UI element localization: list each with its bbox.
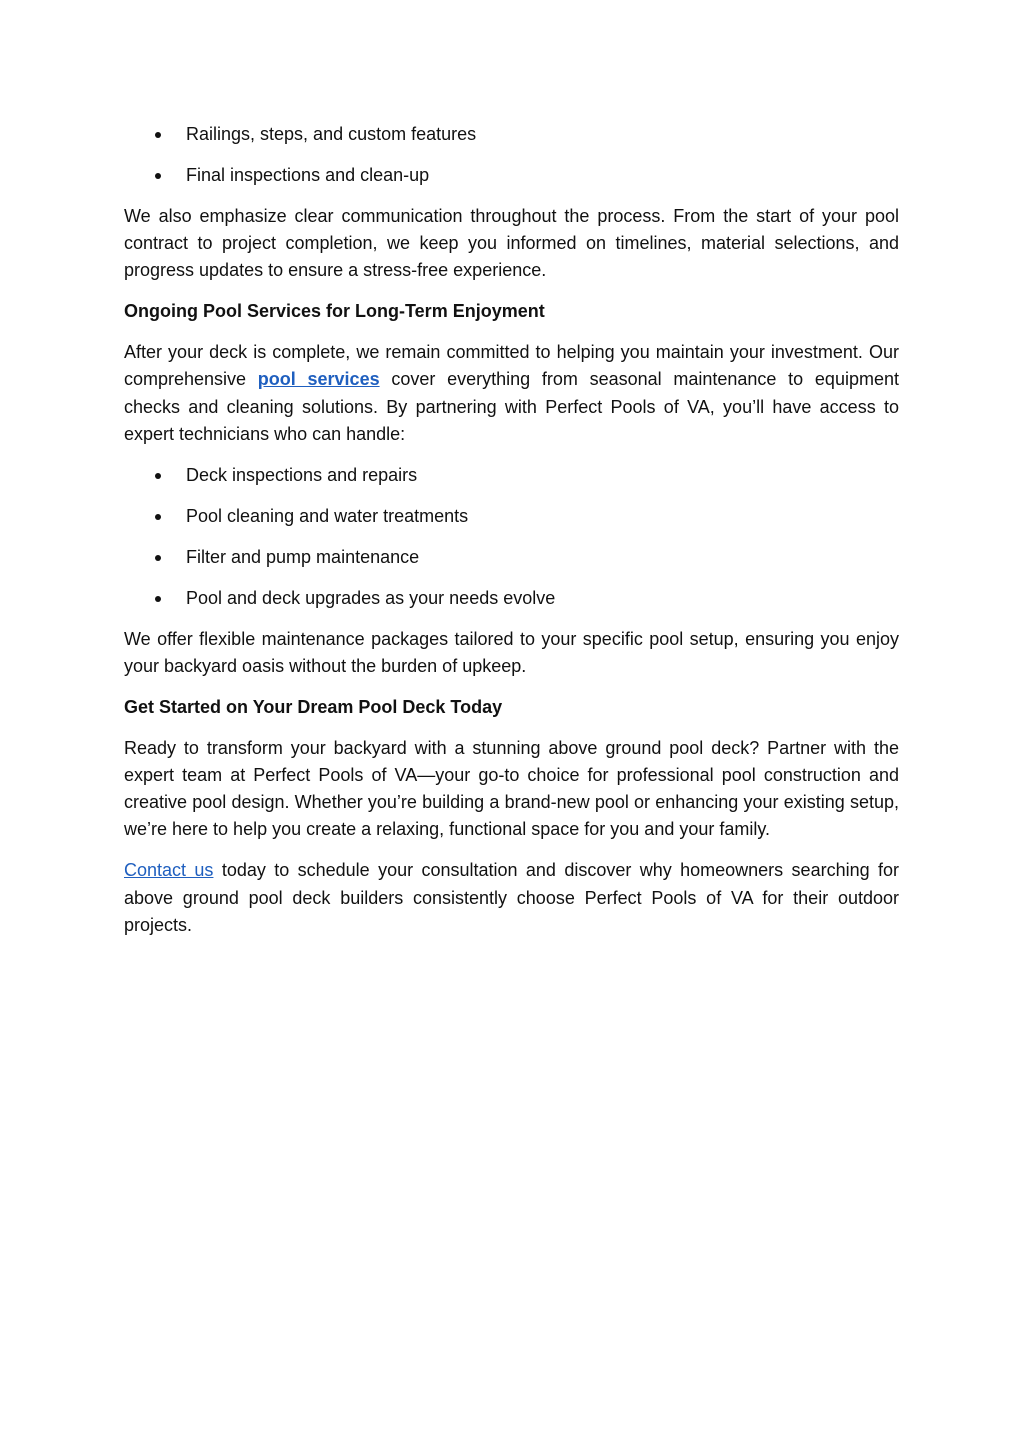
- list-item: [124, 585, 899, 612]
- list-item-text: Deck inspections and repairs: [186, 464, 418, 485]
- list-item-text: Pool and deck upgrades as your needs evolve: [186, 587, 556, 608]
- document-page: [124, 121, 899, 953]
- list-item: [124, 544, 899, 571]
- ongoing-services-heading: Ongoing Pool Services for Long-Term Enjoyment: [124, 301, 545, 322]
- after-deck-paragraph: [124, 339, 899, 448]
- bullet-icon: [155, 596, 161, 602]
- communication-paragraph: We also emphasize clear communication throughout the process. From the start of your pool contract to project completion, we keep you informed on timelines, material selections, and progress updates to ensure a stress-free experience.: [124, 205, 899, 281]
- services-list: [124, 462, 899, 612]
- list-item-text: Filter and pump maintenance: [186, 546, 420, 567]
- bullet-icon: [155, 473, 161, 479]
- list-item: [124, 503, 899, 530]
- bullet-icon: [155, 173, 161, 179]
- list-item: [124, 121, 899, 148]
- feature-list: [124, 121, 899, 189]
- list-item: [124, 162, 899, 189]
- contact-us-link[interactable]: Contact us: [124, 860, 214, 881]
- get-started-heading: Get Started on Your Dream Pool Deck Today: [124, 696, 503, 717]
- ready-paragraph: Ready to transform your backyard with a stunning above ground pool deck? Partner with the expert team at Perfect Pools of VA—your go-to choice for professional pool construction and creative pool design. Whether you’re building a brand-new pool or enhancing your existing setup, we’re here to help you create a relaxing, functional space for you and your family.: [124, 737, 899, 840]
- list-item-text: Railings, steps, and custom features: [186, 124, 477, 144]
- bullet-icon: [155, 514, 161, 520]
- contact-paragraph: [124, 857, 899, 939]
- pool-services-link[interactable]: pool services: [257, 369, 380, 390]
- list-item-text: Pool cleaning and water treatments: [186, 505, 469, 526]
- after-deck-text-start: After your deck is complete, we remain committed to helping you maintain your investment. Our comprehensive: [124, 342, 899, 390]
- packages-paragraph: We offer flexible maintenance packages tailored to your specific pool setup, ensuring you enjoy your backyard oasis without the burden of upkeep.: [124, 628, 899, 676]
- bullet-icon: [155, 555, 161, 561]
- list-item-text: Final inspections and clean-up: [186, 164, 430, 185]
- after-deck-text-end: cover everything from seasonal maintenance to equipment checks and cleaning solutions. By partnering with Perfect Pools of VA, you’ll have access to expert technicians who can handle:: [124, 369, 899, 445]
- list-item: [124, 462, 899, 489]
- bullet-icon: [155, 132, 161, 138]
- contact-text: today to schedule your consultation and discover why homeowners searching for above ground pool deck builders consistently choose Perfect Pools of VA for their outdoor projects.: [124, 860, 899, 935]
